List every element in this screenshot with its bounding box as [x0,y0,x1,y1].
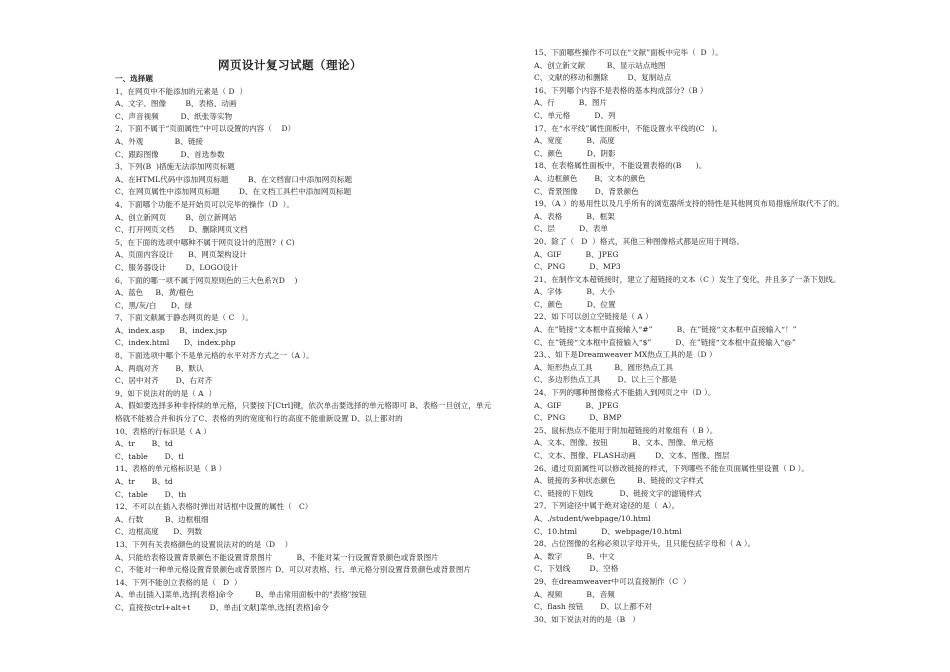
question-line: C、不能对一种单元格设置背景颜色或背景图片 D、可以对表格、行、单元格分别设置背景颜色或背景图片 [115,565,472,575]
question-line: 6、下面的哪一项不属于网页原则色的三大色系?(D ) [115,275,298,285]
question-line: 30、如下说法对的的是（B ） [534,614,641,624]
question-line: A、宽度 B、高度 [534,136,615,146]
question-line: 7、下面文献属于静态网页的是（ C ）。 [115,313,253,323]
question-line: C、在网页属性中添加网页标题 D、在文档工具栏中添加网页标题 [115,187,352,197]
question-line: C、PNG D、BMP [534,413,622,423]
question-line: A、表格 B、框架 [534,211,615,221]
question-line: A、行 B、图片 [534,98,608,108]
question-line: A、矩形热点工具 B、圆形热点工具 [534,362,674,372]
question-line: C、颜色 D、阴影 [534,148,616,158]
question-line: 22、如下可以创立空链接是（ A ） [534,312,653,322]
question-line: 19、（A ）的易用性以及几乎所有的浏览器所支持的特性是其他网页布局措施所取代不了的。 [534,199,844,209]
question-line: A、边框颜色 B、文本的颜色 [534,173,646,183]
question-line: 4、下面哪个功能不是开始页可以完毕的操作（D ）。 [115,199,295,209]
question-line: 11、表格的单元格标识是（ B ） [115,464,227,474]
question-line: 23、、如下是Dreamweaver MX热点工具的是（D ） [534,350,717,360]
question-line: A、./student/webpage/10.html [534,513,651,523]
question-line: 16、下列哪个内容不是表格的基本构成部分?（B ） [534,85,708,95]
question-line: C、居中对齐 D、右对齐 [115,376,213,386]
question-line: C、直接按ctrl+alt+t D、单击[文献]菜单,选择[表格]命令 [115,602,329,612]
question-line: C、链接的下划线 D、链接文字的滤镜样式 [534,488,702,498]
question-line: 20、除了（ D ）格式，其他三种图像格式都是应用于网络。 [534,236,745,246]
question-line: C、跟踪图像 D、首选参数 [115,149,225,159]
question-line: A、tr B、td [115,439,173,449]
question-line: C、10.html D、webpage/10.html [534,526,682,536]
question-line: 1、在网页中不能添加的元素是（ D ） [115,86,248,96]
question-line: 26、通过页面属性可以修改链接的样式，下列哪些不能在页面属性里设置（ D ）。 [534,463,809,473]
question-line: C、PNG D、MP3 [534,262,621,272]
question-line: C、背景图像 D、背景颜色 [534,186,639,196]
question-line: A、创立新网页 B、创立新网站 [115,212,237,222]
question-line: A、文字、图像 B、表格、动画 [115,99,237,109]
question-line: C、table D、tl [115,451,184,461]
question-line: 18、在表格属性面板中，不能设置表格的(B )。 [534,161,707,171]
question-line: A、假如要选择多种非持续的单元格，只要按下[Ctrl]键，依次单击要选择的单元格即可 B、表格一旦创立，单元格就不能被合并和拆分了C、表格的列的宽度和行的高度不能重新设置 D、以上都对的 [115,401,492,424]
question-line: A、在HTML代码中添加网页标题 B、在文档窗口中添加网页标题 [115,174,353,184]
question-line: 9、如下说法对的的是（ A ） [115,388,217,398]
question-line: C、服务器设计 D、LOGO设计 [115,262,239,272]
question-line: A、字体 B、大小 [534,287,615,297]
question-line: A、创立新文献 B、显示站点地图 [534,60,666,70]
question-line: A、单击[插入]菜单,选择[表格]命令 B、单击常用面板中的"表格"按钮 [115,590,367,600]
question-line: 2、下面不属于“页面属性”中可以设置的内容（ D） [115,124,296,134]
document-title: 网页设计复习试题（理论） [218,58,362,72]
question-line: 13、下列有关表格颜色的设置说法对的的是（D ） [115,539,293,549]
section-heading: 一、选择题 [115,74,153,83]
question-line: 15、下面哪些操作不可以在“文献”面板中完毕（ D ）。 [534,48,723,57]
question-line: C、边框高度 D、列数 [115,527,203,537]
question-line: A、外观 B、链接 [115,136,204,146]
question-line: C、声音视频 D、纸张等实物 [115,111,233,121]
question-line: A、文本、图像、按钮 B、文本、图像、单元格 [534,438,714,448]
question-line: 25、鼠标热点不能用于附加超链接的对象组有（ B ）。 [534,425,718,435]
question-line: C、文本、图像、FLASH动画 D、文本、图像、图层 [534,451,730,460]
left-column [115,73,495,615]
question-line: 21、在制作文本超链接时，建立了超链接的文本（C ）发生了变化，并且多了一条下划线。 [534,274,841,284]
question-line: C、文献的移动和删除 D、复制站点 [534,73,672,83]
question-line: A、index.asp B、index.jsp [115,325,227,335]
question-line: A、在”链接“文本框中直接输入“#” B、在”链接“文本框中直接输入“！” [534,325,797,335]
question-line: A、GIF B、JPEG [534,249,619,259]
question-line: 3、下列(B )措施无法添加网页标题 [115,162,235,172]
question-line: 14、下列不能创立表格的是（ D ） [115,577,242,587]
question-line: 8、下面选项中哪个不是单元格的水平对齐方式之一（A ）。 [115,351,314,361]
question-line: 5、在下面的选项中哪种不属于网页设计的范围? ( C) [115,237,295,247]
question-line: A、只能给表格设置背景颜色不能设置背景图片 B、不能对某一行设置背景颜色或背景图片 [115,552,439,562]
question-line: 24、下列的哪种图像格式不能插入到网页之中（D ）。 [534,388,716,398]
question-line: A、蓝色 B、黄/橙色 [115,288,194,298]
question-line: A、两端对齐 B、默认 [115,363,204,373]
question-line: A、链接的多种状态颜色 B、链接的文字样式 [534,476,704,486]
question-line: 17、在“水平线”属性面板中，不能设置水平线的(C )。 [534,123,723,133]
question-line: C、下划线 D、空格 [534,564,619,574]
question-line: 12、不可以在插入表格时弹出对话框中设置的属性（ C） [115,502,313,512]
question-line: C、黑/灰/白 D、绿 [115,300,193,310]
question-line: A、视频 B、音频 [534,589,615,599]
question-line: 29、在dreamweaver中可以直接制作（C ） [534,576,691,586]
question-line: C、颜色 D、位置 [534,299,616,309]
question-line: C、单元格 D、列 [534,110,616,120]
question-line: A、数字 B、中文 [534,551,615,561]
question-line: C、table D、th [115,489,187,499]
question-line: A、行数 B、边框粗细 [115,514,209,524]
question-line: C、层 D、表单 [534,224,609,234]
question-line: A、GIF B、JPEG [534,400,619,410]
question-line: 27、下列途径中属于绝对途径的是（ A）。 [534,501,680,511]
question-line: 10、表格的行标识是（ A ） [115,426,211,436]
question-line: C、在”链接“文本框中直接输入“$” D、在”链接“文本框中直接输入“@” [534,337,796,347]
question-line: A、tr B、td [115,477,173,486]
question-line: C、index.html D、index.php [115,338,236,348]
question-line: 28、占位图像的名称必须以字母开头，且只能包括字母和（ A ）。 [534,539,756,549]
right-column [534,47,914,626]
question-line: C、flash 按钮 D、以上都不对 [534,602,652,612]
question-line: A、页面内容设计 B、网页架构设计 [115,250,247,260]
question-line: C、打开网页文档 D、删除网页文档 [115,225,248,235]
question-line: C、多边形热点工具 D、以上三个都是 [534,375,677,385]
